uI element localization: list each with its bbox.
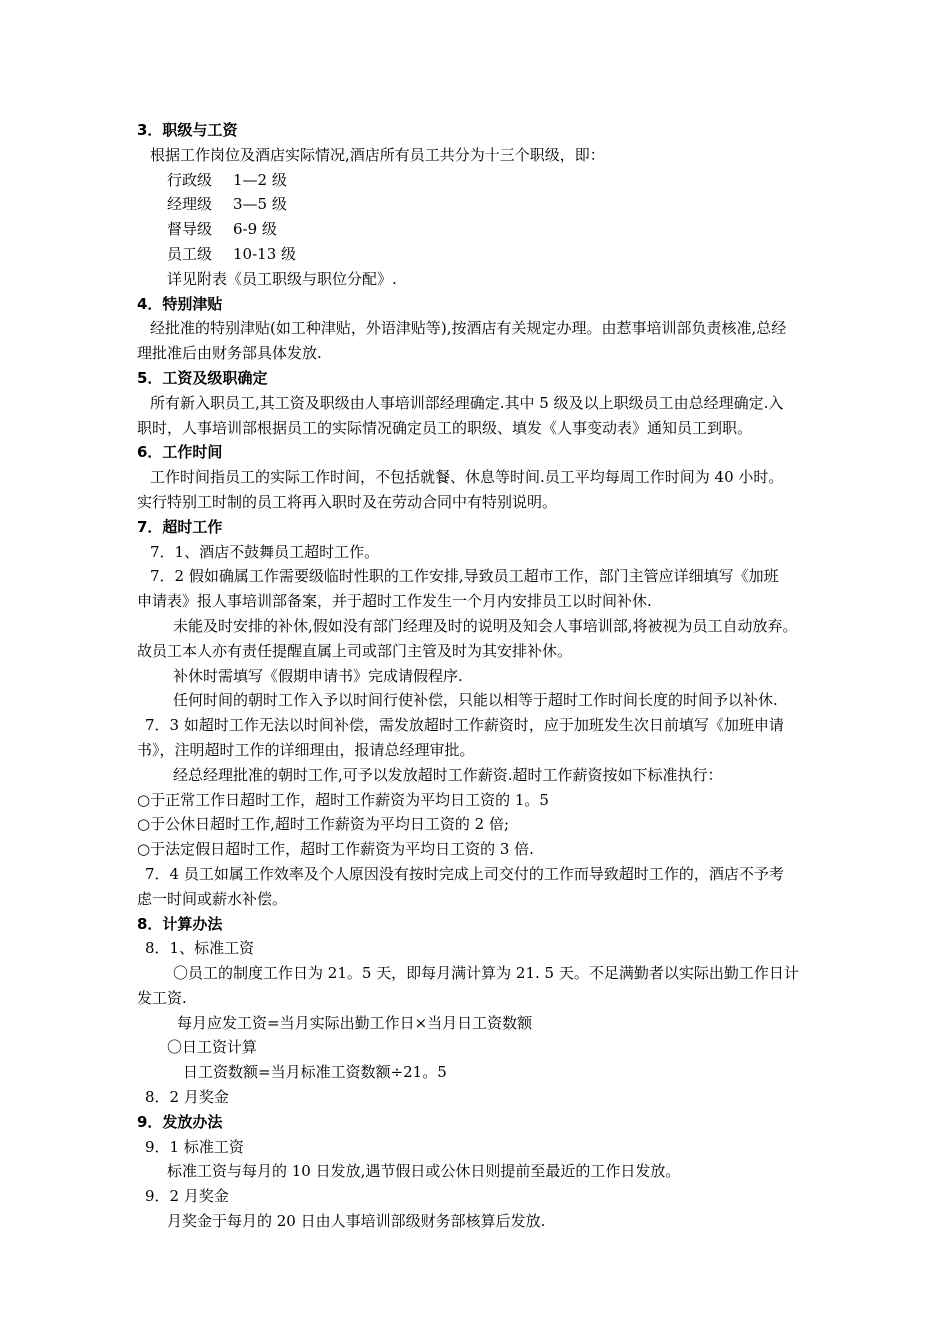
paragraph-line: 8．2 月奖金 [145,1088,229,1107]
paragraph-line: 8．1、标准工资 [145,939,255,958]
paragraph-line: 故员工本人亦有责任提醒直属上司或部门主管及时为其安排补休。 [137,641,573,660]
level-name: 员工级 [167,244,213,263]
level-row [137,168,867,193]
paragraph-line: ○于正常工作日超时工作，超时工作薪资为平均日工资的 1。5 [137,790,549,809]
paragraph-line: 补休时需填写《假期申请书》完成请假程序. [173,666,463,685]
paragraph-line: 经总经理批准的朝时工作,可予以发放超时工作薪资.超时工作薪资按如下标准执行： [173,765,723,784]
level-range: 10-13 级 [233,244,297,263]
paragraph-line: ○于法定假日超时工作，超时工作薪资为平均日工资的 3 倍. [137,840,534,859]
paragraph-line: 经批准的特别津贴(如工种津贴，外语津贴等),按酒店有关规定办理。由惹事培训部负责核准,总经 [150,319,787,338]
paragraph-line: 实行特别工时制的员工将再入职时及在劳动合同中有特别说明。 [137,492,558,511]
section-heading: 7．超时工作 [137,517,223,536]
paragraph-line: 职时，人事培训部根据员工的实际情况确定员工的职级、填发《人事变动表》通知员工到职。 [137,418,753,437]
level-row [137,242,867,267]
paragraph-line: 〇日工资计算 [167,1038,258,1057]
paragraph-line: 标准工资与每月的 10 日发放,遇节假日或公休日则提前至最近的工作日发放。 [167,1162,681,1181]
section-heading: 3．职级与工资 [137,121,238,139]
section-heading: 5．工资及级职确定 [137,368,268,387]
level-range: 1—2 级 [233,170,287,189]
paragraph-line: 发工资. [137,988,187,1007]
level-row [137,192,867,217]
paragraph-line: 任何时间的朝时工作入予以时间行使补偿，只能以相等于超时工作时间长度的时间予以补休. [173,691,778,710]
paragraph-line: 7．1、酒店不鼓舞员工超时工作。 [150,542,380,561]
paragraph-line: 虑一时间或薪水补偿。 [137,889,288,908]
paragraph-line: 9．1 标准工资 [145,1137,244,1156]
level-name: 行政级 [167,170,213,189]
section-heading: 8．计算办法 [137,914,223,933]
paragraph-line: 7．3 如超时工作无法以时间补偿，需发放超时工作薪资时，应于加班发生次日前填写《加班申请 [145,716,784,735]
paragraph-line: 日工资数额=当月标准工资数额÷21。5 [183,1063,447,1082]
paragraph-line: 〇员工的制度工作日为 21。5 天，即每月满计算为 21. 5 天。不足满勤者以实际出勤工作日计 [173,964,799,983]
section-heading: 6．工作时间 [137,443,223,462]
paragraph-line: 书》，注明超时工作的详细理由，报请总经理审批。 [137,740,475,759]
paragraph-line: 9．2 月奖金 [145,1187,229,1206]
paragraph-line: 理批准后由财务部具体发放. [137,344,322,363]
level-name: 经理级 [167,195,213,214]
paragraph-line: 未能及时安排的补休,假如没有部门经理及时的说明及知会人事培训部,将被视为员工自动放弃。 [173,616,798,635]
paragraph-line: 所有新入职员工,其工资及职级由人事培训部经理确定.其中 5 级及以上职级员工由总经理确定.入 [150,393,784,412]
document-body [137,118,867,1234]
paragraph-line: 7．2 假如确属工作需要级临时性职的工作安排,导致员工超市工作，部门主管应详细填写《加班 [150,567,779,586]
paragraph-line: 7．4 员工如属工作效率及个人原因没有按时完成上司交付的工作而导致超时工作的，酒店不予考 [145,864,784,883]
paragraph-line: 月奖金于每月的 20 日由人事培训部级财务部核算后发放. [167,1212,546,1231]
level-range: 6-9 级 [233,220,277,239]
paragraph-line: 根据工作岗位及酒店实际情况,酒店所有员工共分为十三个职级，即： [150,145,605,164]
paragraph-line: 详见附表《员工职级与职位分配》. [167,269,397,288]
level-row [137,217,867,242]
level-name: 督导级 [167,220,213,239]
section-heading: 9．发放办法 [137,1112,223,1131]
paragraph-line: 申请表》报人事培训部备案，并于超时工作发生一个月内安排员工以时间补休. [137,592,652,611]
paragraph-line: 工作时间指员工的实际工作时间，不包括就餐、休息等时间.员工平均每周工作时间为 40 小时。 [150,468,784,487]
section-heading: 4．特别津贴 [137,294,223,313]
paragraph-line: 每月应发工资=当月实际出勤工作日×当月日工资数额 [177,1013,533,1032]
paragraph-line: ○于公休日超时工作,超时工作薪资为平均日工资的 2 倍; [137,815,509,834]
level-range: 3—5 级 [233,195,287,214]
